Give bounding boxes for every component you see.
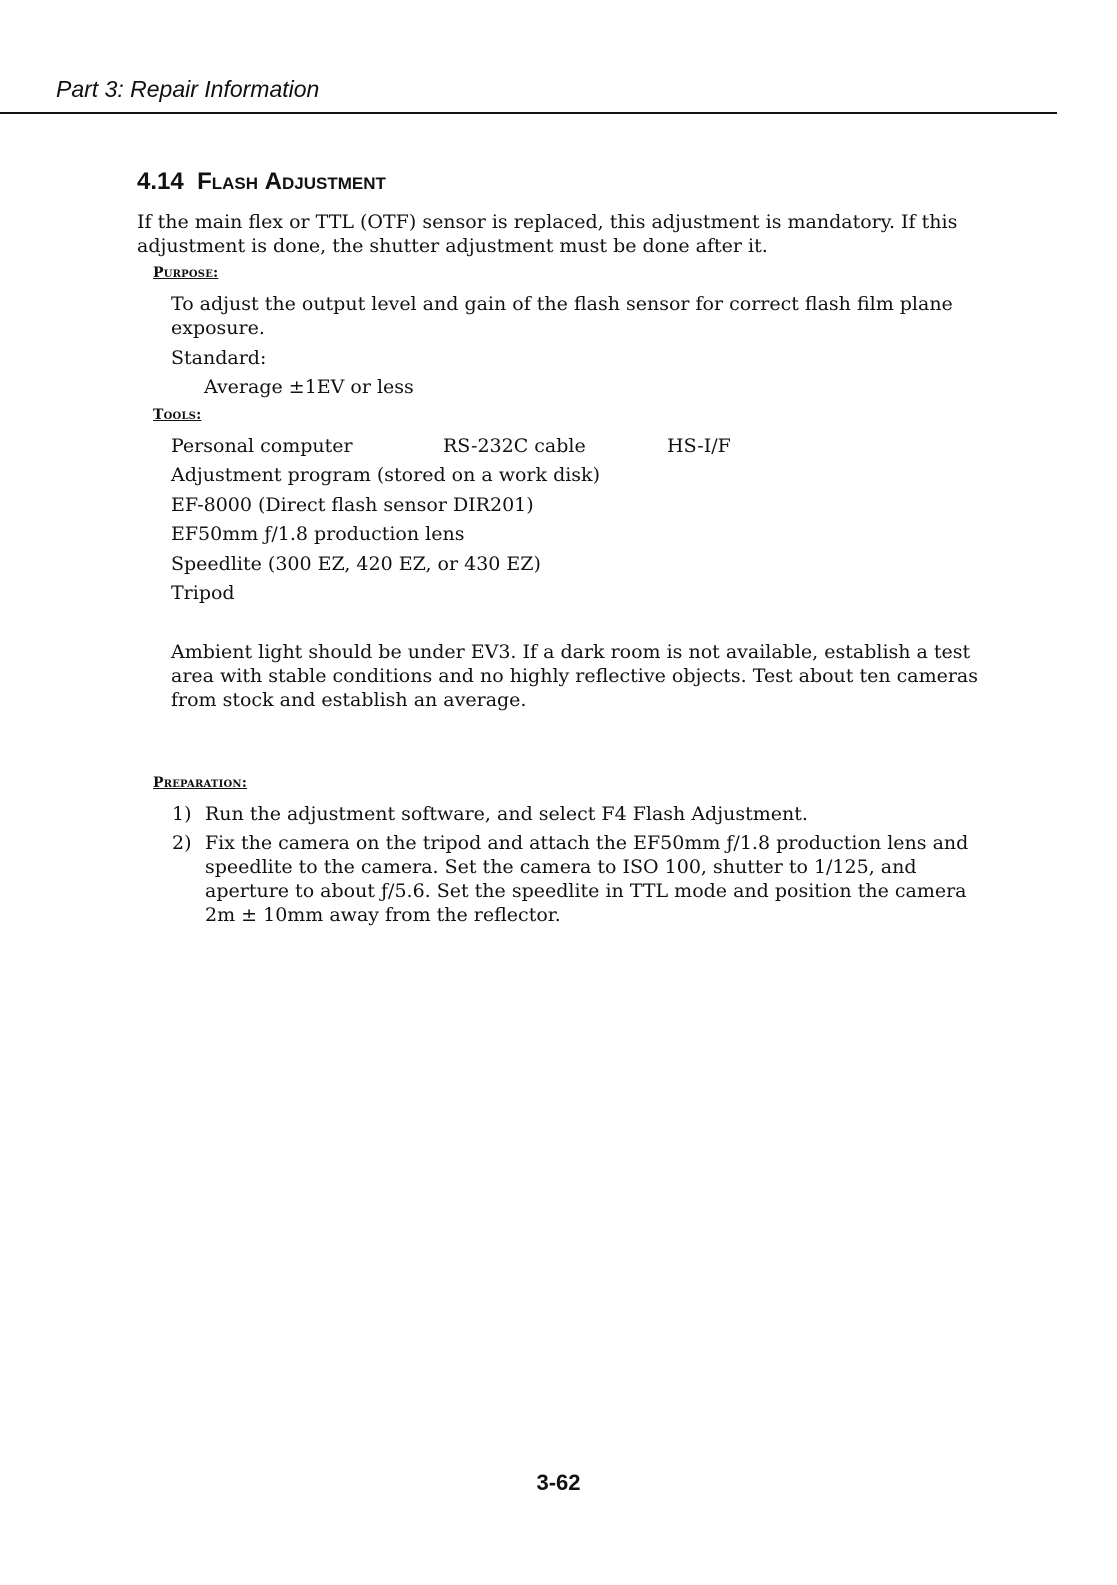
tool-item: HS-I/F — [667, 435, 731, 457]
ambient-light-note: Ambient light should be under EV3. If a dark room is not available, establish a test area with stable conditions and no highly reflective objects. Test about ten cameras from stock and establish an average. — [171, 641, 978, 711]
preparation-heading: Preparation: — [153, 775, 248, 791]
page-number: 3-62 — [536, 1470, 581, 1495]
tool-item: Adjustment program (stored on a work disk) — [171, 464, 600, 486]
standard-label: Standard: — [171, 347, 267, 369]
section-intro: If the main flex or TTL (OTF) sensor is replaced, this adjustment is mandatory. If this adjustment is done, the shutter adjustment must be done after it. — [137, 211, 958, 257]
purpose-heading: Purpose: — [153, 265, 219, 281]
tool-item: Speedlite (300 EZ, 420 EZ, or 430 EZ) — [171, 553, 541, 575]
header-rule — [0, 112, 1057, 114]
tool-item: EF50mm ƒ/1.8 production lens — [171, 523, 465, 545]
section-title-word1: Flash — [197, 168, 258, 195]
running-title: Part 3: Repair Information — [56, 76, 320, 102]
tool-item: EF-8000 (Direct flash sensor DIR201) — [171, 494, 534, 516]
step-number: 1) — [172, 803, 192, 825]
tool-item: RS-232C cable — [443, 435, 586, 457]
tools-heading: Tools: — [153, 407, 202, 423]
section-title — [137, 168, 386, 196]
step-text: Fix the camera on the tripod and attach the EF50mm ƒ/1.8 production lens and speedlite to the camera. Set the camera to ISO 100, shutter to 1/125, and aperture to about ƒ/5.6. Set the speedlite in TTL mode and position the camera 2m ± 10mm away from the reflector. — [205, 832, 969, 926]
section-title-word2: Adjustment — [264, 168, 386, 195]
tool-item: Personal computer — [171, 435, 353, 457]
purpose-text: To adjust the output level and gain of the flash sensor for correct flash film plane exposure. — [171, 293, 953, 339]
step-text: Run the adjustment software, and select F4 Flash Adjustment. — [205, 803, 808, 825]
step-number: 2) — [172, 832, 192, 854]
tool-item: Tripod — [171, 582, 235, 604]
standard-value: Average ±1EV or less — [204, 376, 414, 398]
section-number: 4.14 — [137, 168, 184, 195]
